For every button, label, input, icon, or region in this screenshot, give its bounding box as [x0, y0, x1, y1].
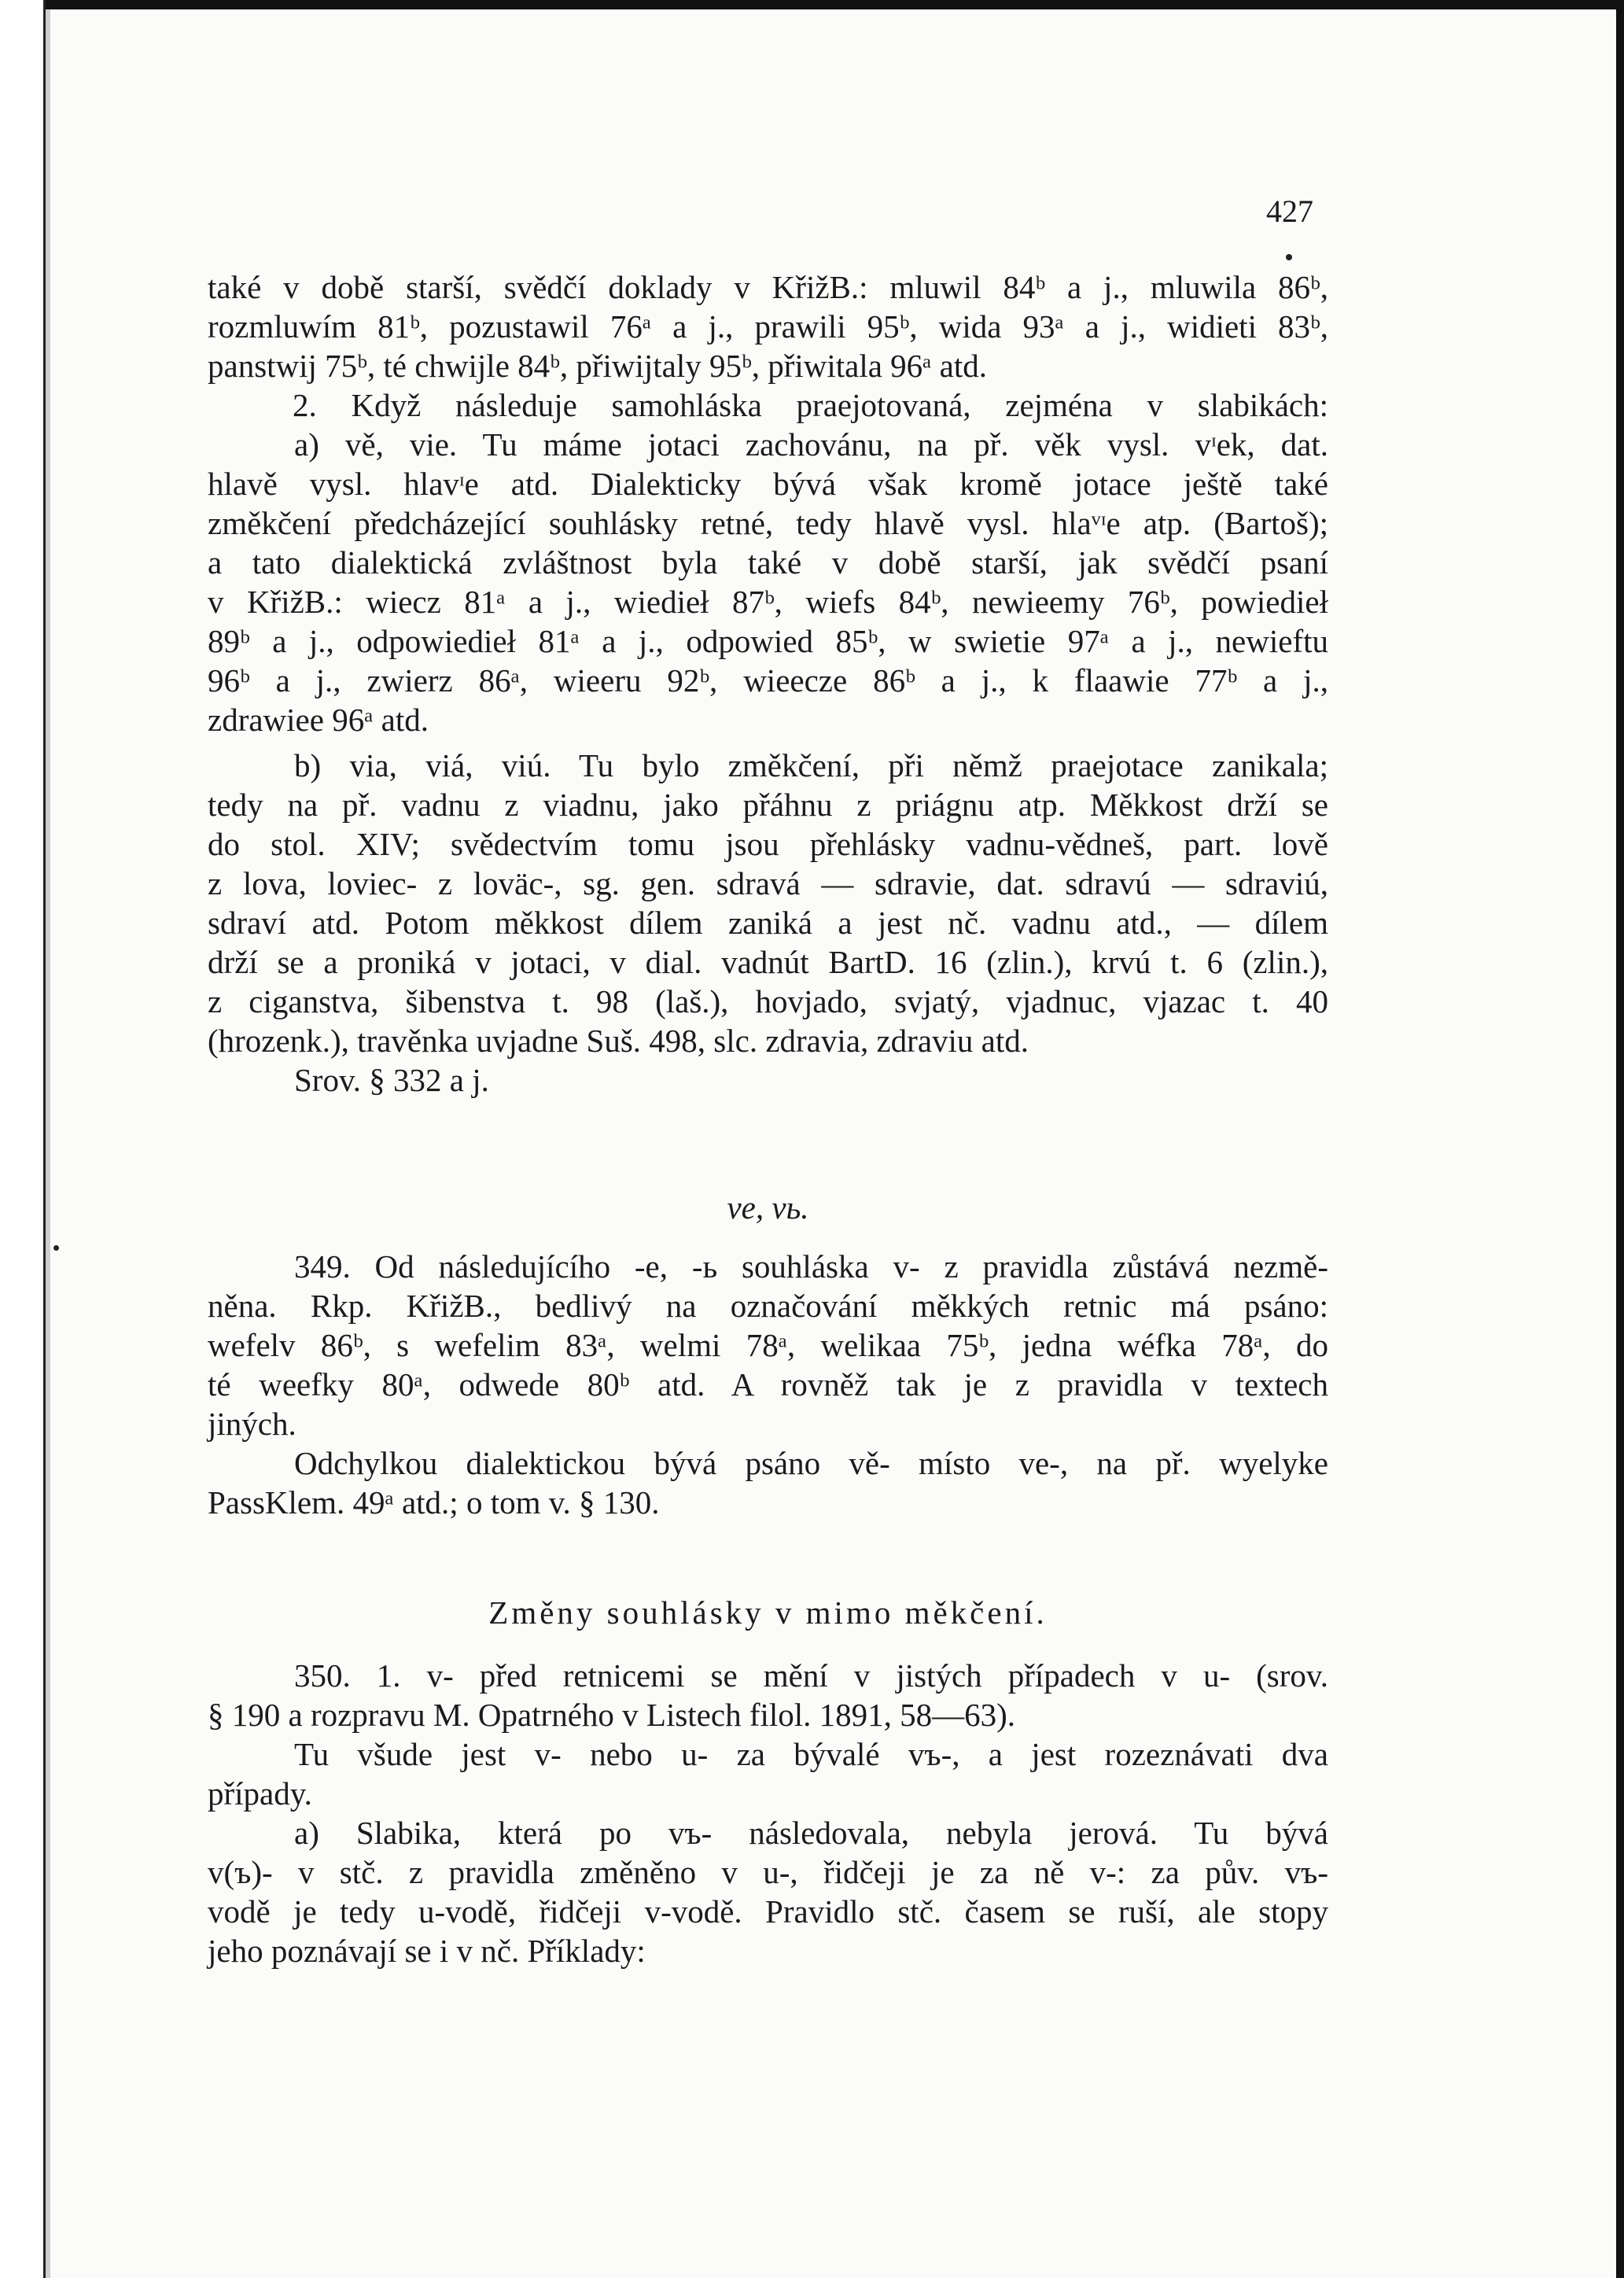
text-line: 350. 1. v- před retnicemi se mění v jistých případech v u- (srov. — [294, 1657, 1328, 1694]
text-line: (hrozenk.), travěnka uvjadne Suš. 498, slc. zdravia, zdraviu atd. — [208, 1023, 1029, 1059]
heading-text: Změny souhlásky v mimo měkčení. — [488, 1594, 1048, 1631]
text-line: Odchylkou dialektickou bývá psáno vě- místo ve-, na př. wyelyke — [294, 1445, 1328, 1481]
scan-top-edge — [46, 0, 1624, 9]
text-line: § 190 a rozpravu M. Opatrného v Listech filol. 1891, 58—63). — [208, 1697, 1016, 1733]
text-line: a tato dialektická zvláštnost byla také v době starší, jak svědčí psaní — [208, 544, 1328, 581]
text-line: z lova, loviec- z loväc-, sg. gen. sdravá — sdravie, dat. sdravú — sdraviú, — [208, 865, 1328, 901]
text-line: Srov. § 332 a j. — [294, 1062, 489, 1098]
text-line: té weefky 80ᵃ, odwede 80ᵇ atd. A rovněž tak je z pravidla v textech — [208, 1366, 1328, 1403]
page-number: 427 — [1266, 194, 1313, 229]
section-heading-changes — [208, 1593, 1328, 1632]
heading-text: ve, vь. — [727, 1189, 809, 1226]
text-line: případy. — [208, 1775, 312, 1812]
text-line: také v době starší, svědčí doklady v KřižB.: mluwil 84ᵇ a j., mluwila 86ᵇ, — [208, 269, 1328, 305]
text-line: PassKlem. 49ᵃ atd.; o tom v. § 130. — [208, 1484, 660, 1521]
text-line: 89ᵇ a j., odpowiedieł 81ᵃ a j., odpowied 85ᵇ, w swietie 97ᵃ a j., newieftu — [208, 623, 1328, 659]
text-line: drží se a proniká v jotaci, v dial. vadnút BartD. 16 (zlin.), krvú t. 6 (zlin.), — [208, 944, 1328, 980]
paragraph-350 — [208, 1656, 1328, 1970]
text-line: a) Slabika, která po vъ- následovala, nebyla jerová. Tu bývá — [294, 1815, 1328, 1851]
text-line: z ciganstva, šibenstva t. 98 (laš.), hovjado, svjatý, vjadnuc, vjazac t. 40 — [208, 983, 1328, 1019]
text-line: 349. Od následujícího -e, -ь souhláska v- z pravidla zůstává nezmě- — [294, 1248, 1328, 1285]
text-line: do stol. XIV; svědectvím tomu jsou přehlásky vadnu-vědneš, part. lově — [208, 826, 1328, 862]
text-line: něna. Rkp. KřižB., bedlivý na označování měkkých retnic má psáno: — [208, 1288, 1328, 1324]
text-line: 2. Když následuje samohláska praejotovaná, zejména v slabikách: — [293, 387, 1328, 423]
ink-speck — [53, 1245, 59, 1251]
text-line: wefelv 86ᵇ, s wefelim 83ᵃ, welmi 78ᵃ, welikaa 75ᵇ, jedna wéfka 78ᵃ, do — [208, 1327, 1328, 1363]
text-line: 96ᵇ a j., zwierz 86ᵃ, wieeru 92ᵇ, wieecze 86ᵇ a j., k flaawie 77ᵇ a j., — [208, 662, 1328, 699]
paragraph-2 — [208, 385, 1328, 739]
paragraph-349 — [208, 1247, 1328, 1522]
text-line: hlavě vysl. hlavᶦe atd. Dialekticky bývá však kromě jotace ještě také — [208, 466, 1328, 502]
text-line: v KřižB.: wiecz 81ᵃ a j., wiedieł 87ᵇ, wiefs 84ᵇ, newieemy 76ᵇ, powiedieł — [208, 584, 1328, 620]
paragraph-b — [208, 746, 1328, 1100]
text-line: a) vě, vie. Tu máme jotaci zachovánu, na př. věk vysl. vᶦek, dat. — [294, 426, 1328, 463]
page-gutter-edge — [46, 9, 50, 2278]
scan-left-margin — [0, 0, 46, 2278]
text-line: panstwij 75ᵇ, té chwijle 84ᵇ, přiwijtaly 95ᵇ, přiwitala 96ᵃ atd. — [208, 348, 987, 384]
ink-speck — [1286, 254, 1292, 260]
text-line: jeho poznávají se i v nč. Příklady: — [208, 1933, 646, 1969]
text-line: změkčení předcházející souhlásky retné, tedy hlavě vysl. hlaᵛᶦe atp. (Bartoš); — [208, 505, 1328, 541]
text-line: jiných. — [208, 1406, 296, 1442]
scan-right-edge — [1616, 0, 1624, 2278]
text-line: v(ъ)- v stč. z pravidla změněno v u-, řidčeji je za ně v-: za pův. vъ- — [208, 1854, 1328, 1890]
text-line: sdraví atd. Potom měkkost dílem zaniká a jest nč. vadnu atd., — dílem — [208, 905, 1328, 941]
section-heading-ve — [208, 1188, 1328, 1227]
text-line: b) via, viá, viú. Tu bylo změkčení, při němž praejotace zanikala; — [294, 747, 1328, 783]
text-line: rozmluwím 81ᵇ, pozustawil 76ᵃ a j., prawili 95ᵇ, wida 93ᵃ a j., widieti 83ᵇ, — [208, 308, 1328, 345]
text-line: vodě je tedy u-vodě, řidčeji v-vodě. Pravidlo stč. časem se ruší, ale stopy — [208, 1893, 1328, 1930]
paragraph-top — [208, 267, 1328, 385]
text-line: tedy na př. vadnu z viadnu, jako přáhnu z priágnu atp. Měkkost drží se — [208, 787, 1328, 823]
text-line: zdrawiee 96ᵃ atd. — [208, 702, 429, 738]
text-line: Tu všude jest v- nebo u- za bývalé vъ-, a jest rozeznávati dva — [294, 1736, 1328, 1772]
